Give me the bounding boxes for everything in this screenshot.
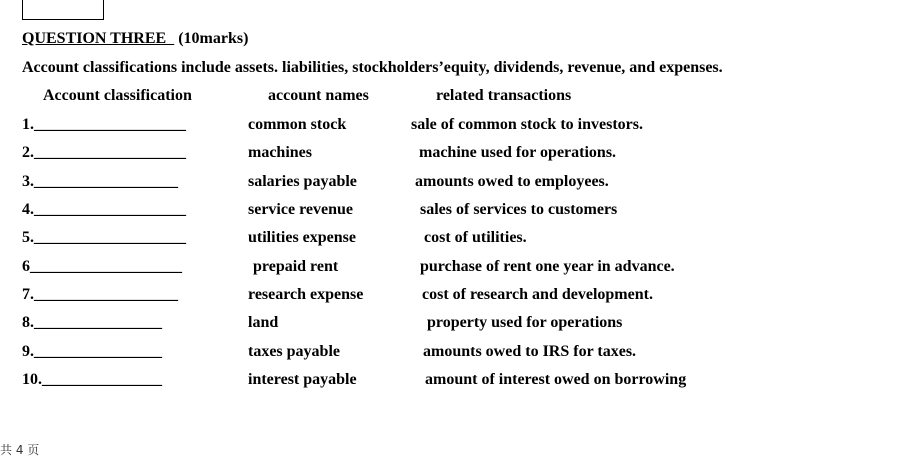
table-row [0, 116, 904, 138]
question-intro: Account classifications include assets. liabilities, stockholders’equity, dividends, revenue, and expenses. [22, 59, 723, 76]
account-name: salaries payable [248, 173, 357, 190]
question-title [22, 30, 248, 48]
related-transaction: amounts owed to IRS for taxes. [423, 343, 637, 360]
header-account-classification: Account classification [43, 87, 192, 104]
classification-blank[interactable]: 4.___________________ [22, 201, 186, 218]
related-transaction: cost of research and development. [422, 286, 653, 303]
related-transaction: property used for operations [427, 314, 623, 331]
classification-blank[interactable]: 1.___________________ [22, 116, 186, 133]
table-row [0, 343, 904, 365]
table-row [0, 201, 904, 223]
table-row [0, 229, 904, 251]
account-name: taxes payable [248, 343, 340, 360]
account-name: land [248, 314, 279, 331]
account-name: common stock [248, 116, 347, 133]
related-transaction: amounts owed to employees. [415, 173, 609, 190]
classification-blank[interactable]: 2.___________________ [22, 144, 186, 161]
table-row [0, 286, 904, 308]
question-marks: (10marks) [174, 30, 249, 47]
related-transaction: sale of common stock to investors. [411, 116, 643, 133]
question-heading: QUESTION THREE [22, 30, 175, 47]
classification-blank[interactable]: 5.___________________ [22, 229, 186, 246]
table-row [0, 314, 904, 336]
related-transaction: machine used for operations. [419, 144, 617, 161]
related-transaction: sales of services to customers [420, 201, 618, 218]
account-name: machines [248, 144, 312, 161]
table-row [0, 371, 904, 393]
answer-box [22, 0, 104, 20]
account-name: interest payable [248, 371, 357, 388]
account-name: research expense [248, 286, 364, 303]
table-row [0, 173, 904, 195]
related-transaction: purchase of rent one year in advance. [420, 258, 675, 275]
table-row [0, 258, 904, 280]
account-name: utilities expense [248, 229, 356, 246]
classification-blank[interactable]: 10._______________ [22, 371, 162, 388]
account-name: prepaid rent [253, 258, 339, 275]
page-count-footer: 共 4 页 [0, 443, 40, 457]
table-row [0, 144, 904, 166]
header-account-names: account names [268, 87, 369, 104]
classification-blank[interactable]: 8.________________ [22, 314, 162, 331]
classification-blank[interactable]: 9.________________ [22, 343, 162, 360]
classification-blank[interactable]: 7.__________________ [22, 286, 178, 303]
related-transaction: amount of interest owed on borrowing [425, 371, 687, 388]
account-name: service revenue [248, 201, 353, 218]
classification-blank[interactable]: 6___________________ [22, 258, 182, 275]
related-transaction: cost of utilities. [424, 229, 527, 246]
header-related-transactions: related transactions [436, 87, 572, 104]
classification-blank[interactable]: 3.__________________ [22, 173, 178, 190]
